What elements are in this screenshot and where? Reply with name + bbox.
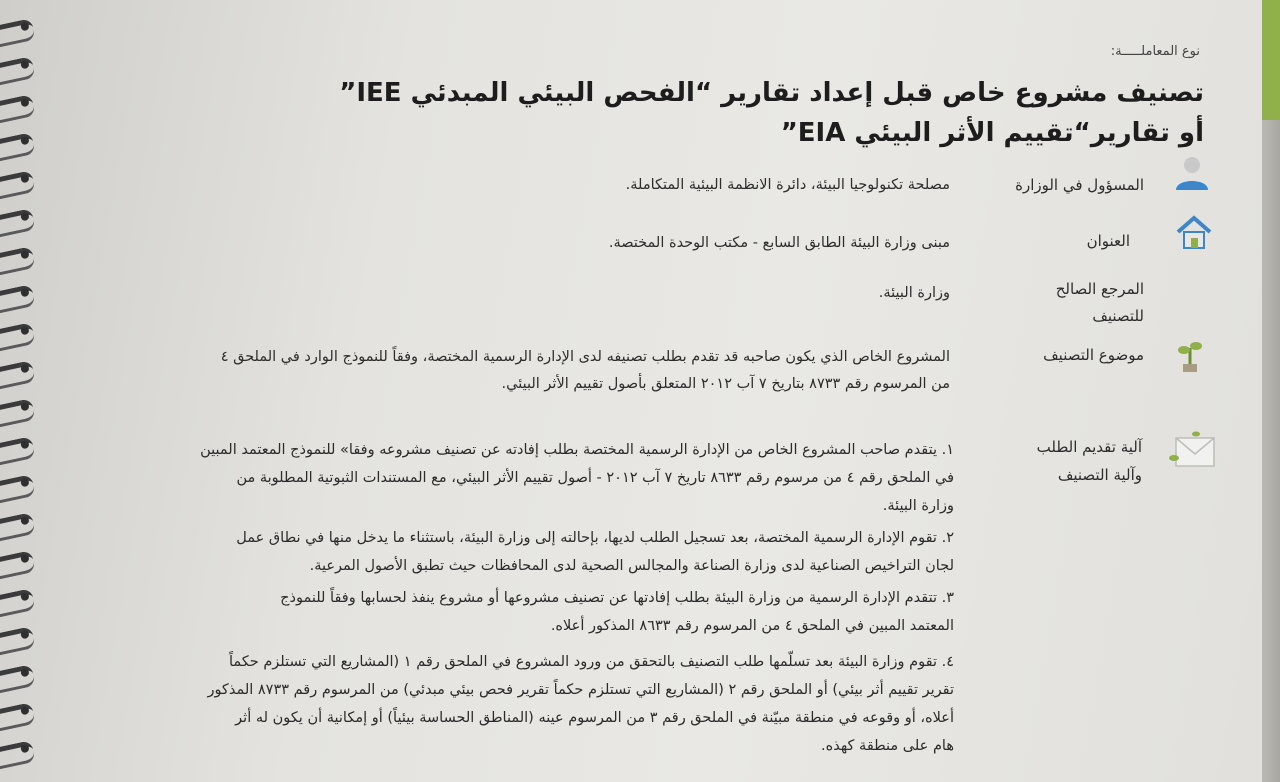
item-line: تقوم وزارة البيئة بعد تسلّمها طلب التصنيف بالتحقق من ورود المشروع في الملحق رقم ١ (المشاريع التي تستلزم حكماً [228,654,937,670]
mechanism-label-line1: آلية تقديم الطلب [1036,438,1142,456]
item-number: ٢. [941,530,954,546]
authority-label-line2: للتصنيف [1092,307,1144,325]
list-item [14,524,954,580]
subject-line1: المشروع الخاص الذي يكون صاحبه قد تقدم بطلب تصنيفه لدى الإدارة الرسمية المختصة، وفقاً للنموذج الوارد في الملحق ٤ [220,349,950,365]
envelope-plant-icon [1166,428,1216,470]
green-tab [1262,0,1280,120]
item-number: ٤. [941,654,954,670]
list-item [14,584,954,640]
item-number: ١. [941,442,954,458]
item-line: تتقدم الإدارة الرسمية من وزارة البيئة بطلب إفادتها عن تصنيف مشروعها أو مشروع ينفذ لحسابها وفقاً للنموذج [280,590,937,606]
list-item [14,436,954,520]
authority-label-line1: المرجع الصالح [1055,280,1144,298]
item-line: يتقدم صاحب المشروع الخاص من الإدارة الرسمية المختصة بطلب إفادته عن تصنيف مشروعه وفقا» للنموذج المعتمد المبين [200,442,937,458]
subject-line2: من المرسوم رقم ٨٧٣٣ بتاريخ ٧ آب ٢٠١٢ المتعلق بأصول تقييم الأثر البيئي. [501,376,950,392]
item-line: أعلاه، أو وقوعه في منطقة مبيّنة في الملحق رقم ٣ من المرسوم عينه (المناطق الحساسة بيئياً) أو إمكانية أن يكون له أثر [235,710,954,726]
plant-icon [1170,334,1210,374]
item-number: ٣. [941,590,954,606]
responsible-value: مصلحة تكنولوجيا البيئة، دائرة الانظمة البيئية المتكاملة. [625,177,950,193]
item-line: هام على منطقة كهذه. [821,738,954,754]
mechanism-label-line2: وآلية التصنيف [1057,466,1142,484]
item-line: تقوم الإدارة الرسمية المختصة، بعد تسجيل الطلب لديها، بإحالته إلى وزارة البيئة، باستثناء ما يدخل منها في نطاق عمل [236,530,937,546]
transaction-type-label: نوع المعاملـــــة: [1110,44,1200,59]
subject-label: موضوع التصنيف [1043,346,1144,364]
authority-value: وزارة البيئة. [878,285,950,301]
list-item [14,648,954,760]
person-icon [1172,152,1212,192]
address-value: مبنى وزارة البيئة الطابق السابع - مكتب الوحدة المختصة. [608,235,950,251]
item-line: المعتمد المبين في الملحق ٤ من المرسوم رقم ٨٦٣٣ المذكور أعلاه. [550,618,954,634]
page-title-line2: أو تقارير“تقييم الأثر البيئي EIA” [780,118,1204,148]
address-label: العنوان [1086,232,1130,250]
item-line: تقرير تقييم أثر بيئي) أو الملحق رقم ٢ (المشاريع التي تستلزم حكماً تقرير فحص بيئي مبدئي) من المرسوم رقم ٨٧٣٣ المذكور [207,682,954,698]
page-title-line1: تصنيف مشروع خاص قبل إعداد تقارير “الفحص البيئي المبدئي IEE” [339,78,1204,108]
item-line: لجان التراخيص الصناعية لدى وزارة الصناعة والمجالس الصحية لدى المحافظات حيث تطبق الأصول المرعية. [309,558,954,574]
item-line: في الملحق رقم ٤ من مرسوم رقم ٨٦٣٣ تاريخ ٧ آب ٢٠١٢ - أصول تقييم الأثر البيئي، مع المستندات الثبوتية المطلوبة من [236,470,954,486]
item-line: وزارة البيئة. [882,498,954,514]
responsible-label: المسؤول في الوزارة [1015,176,1144,194]
home-icon [1174,212,1214,252]
